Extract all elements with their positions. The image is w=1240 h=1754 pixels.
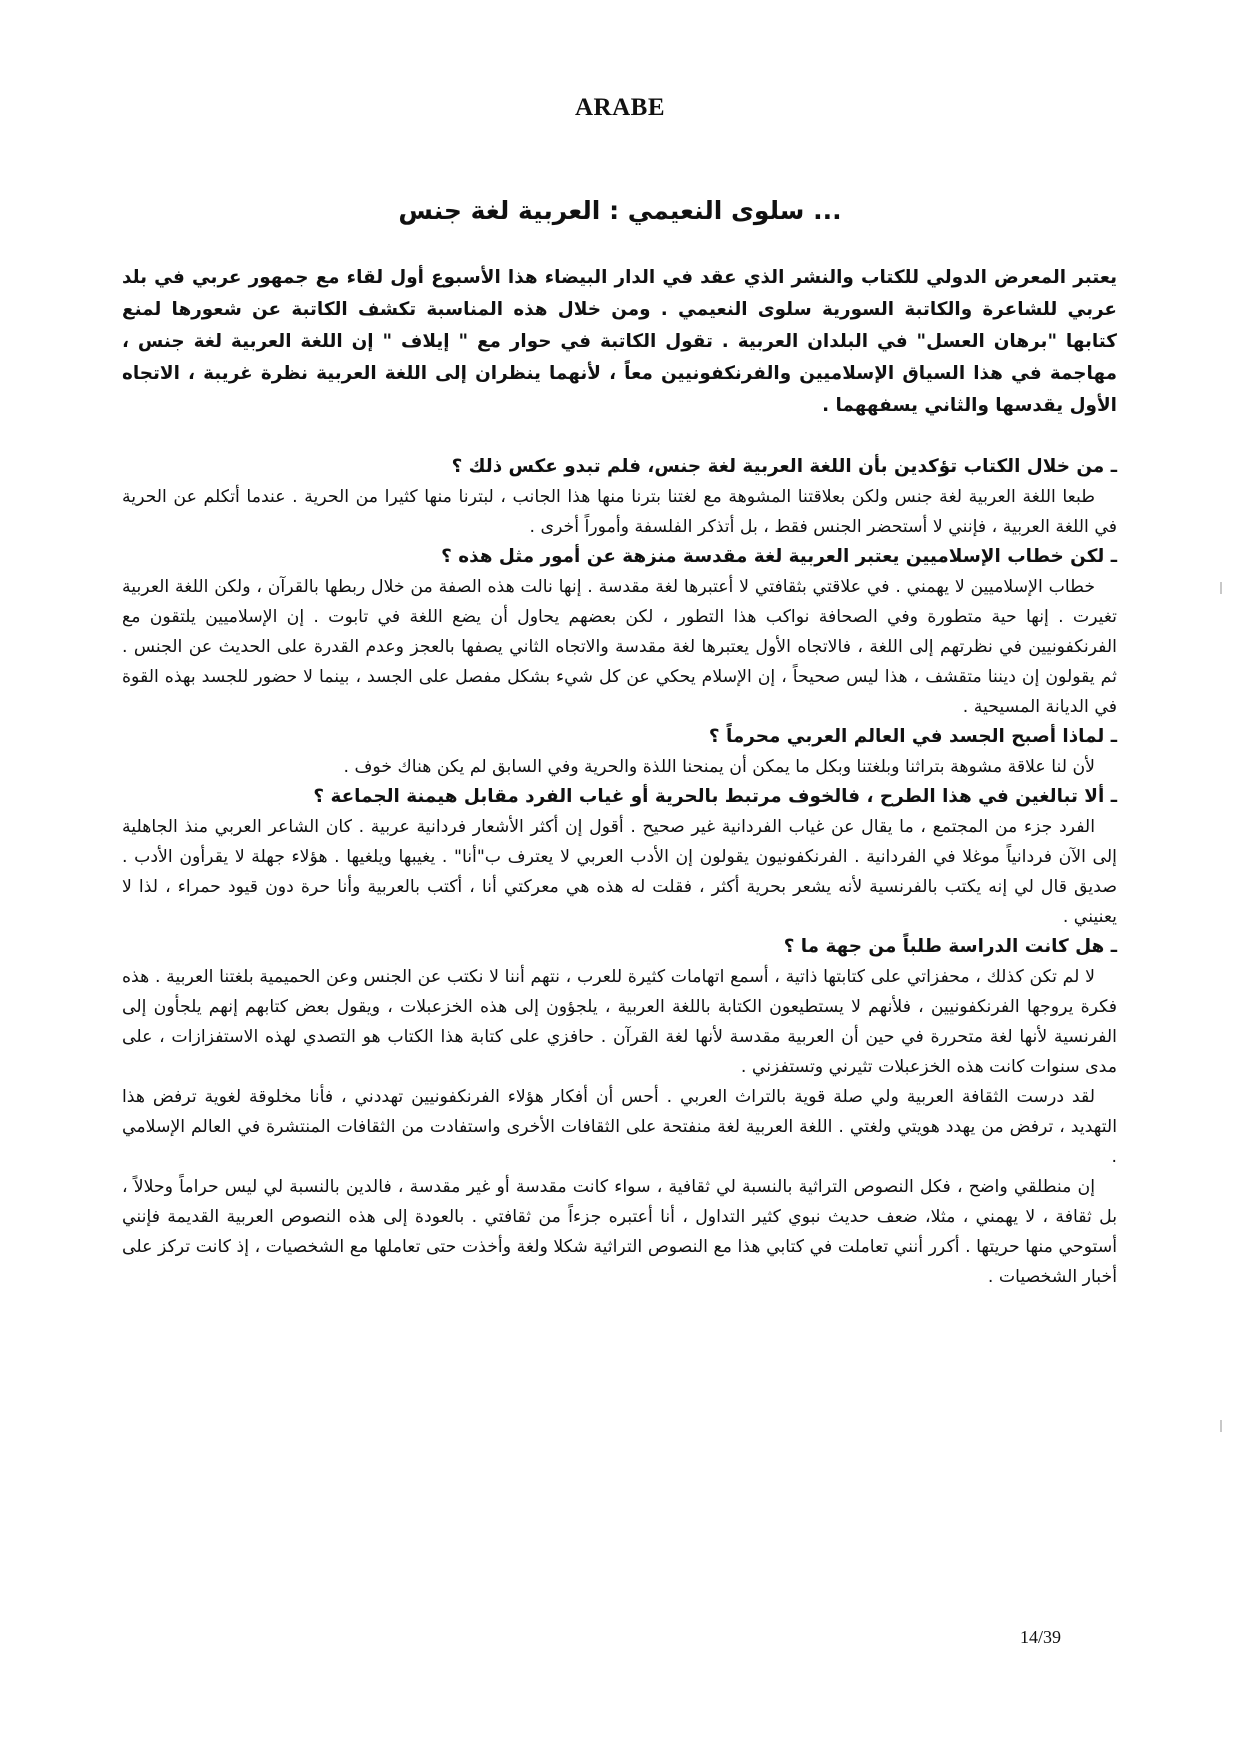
answer: طبعا اللغة العربية لغة جنس ولكن بعلاقتنا المشوهة مع لغتنا بترنا منها هذا الجانب ، لبترنا منها كثيرا من الحرية . عندما أتكلم عن الحرية في اللغة العربية ، فإنني لا أستحضر الجنس فقط ، بل أتذكر الفلسفة وأموراً أخرى .: [122, 487, 1117, 537]
margin-mark: [1220, 1420, 1222, 1432]
page-header: ARABE: [574, 94, 665, 121]
intro-paragraph: يعتبر المعرض الدولي للكتاب والنشر الذي عقد في الدار البيضاء هذا الأسبوع أول لقاء مع جمهور عربي في بلد عربي للشاعرة والكاتبة السورية سلوى النعيمي . ومن خلال هذه المناسبة تكشف الكاتبة عن شعورها لمنع كتابها "برهان العسل" في البلدان العربية . تقول الكاتبة في حوار مع " إيلاف " إن اللغة العربية لغة جنس ، مهاجمة في هذا السياق الإسلاميين والفرنكفونيين معاً ، لأنهما ينظران إلى اللغة العربية نظرة غريبة ، الاتجاه الأول يقدسها والثاني يسفههما .: [122, 267, 1117, 416]
page-number: 14/39: [1020, 1627, 1062, 1647]
answer: الفرد جزء من المجتمع ، ما يقال عن غياب الفردانية غير صحيح . أقول إن أكثر الأشعار فردانية عربية . كان الشاعر العربي منذ الجاهلية إلى الآن فردانياً موغلا في الفردانية . الفرنكفونيون يقولون إن الأدب العربي لا يعترف ب"أنا" . يغيبها ويلغيها . هؤلاء جهلة لا يقرأون الأدب . صديق قال لي إنه يكتب بالفرنسية لأنه يشعر بحرية أكثر ، فقلت له هذه هي معركتي أنا ، أكتب بالعربية وأنا حرة دون قيود حمراء ، لذا لا يعنيني .: [122, 817, 1117, 927]
article-title: سلوى النعيمي : العربية لغة جنس ...: [398, 196, 842, 225]
interview: [122, 452, 1117, 1292]
question: ـ ألا تبالغين في هذا الطرح ، فالخوف مرتبط بالحرية أو غياب الفرد مقابل هيمنة الجماعة ؟: [313, 786, 1117, 807]
margin-mark: [1220, 582, 1222, 594]
question: ـ لكن خطاب الإسلاميين يعتبر العربية لغة مقدسة منزهة عن أمور مثل هذه ؟: [441, 546, 1117, 567]
article-body: [122, 262, 1117, 1292]
answer: خطاب الإسلاميين لا يهمني . في علاقتي بثقافتي لا أعتبرها لغة مقدسة . إنها نالت هذه الصفة من خلال ربطها بالقرآن ، ولكن اللغة العربية تغيرت . إنها حية متطورة وفي الصحافة نواكب هذا التطور ، لكن بعضهم يحاول أن يضع اللغة في تابوت . إن الإسلاميين يلتقون مع الفرنكفونيين في نظرتهم إلى اللغة ، فالاتجاه الأول يعتبرها لغة مقدسة والاتجاه الثاني يصفها بالعجز وعدم القدرة على الحديث عن الجنس . ثم يقولون إن ديننا متقشف ، هذا ليس صحيحاً ، إن الإسلام يحكي عن كل شيء بشكل مفصل على الجسد ، بينما لا حضور للجسد بهذه القوة في الديانة المسيحية .: [122, 577, 1117, 717]
question: ـ لماذا أصبح الجسد في العالم العربي محرماً ؟: [708, 726, 1117, 747]
question: ـ من خلال الكتاب تؤكدين بأن اللغة العربية لغة جنس، فلم تبدو عكس ذلك ؟: [451, 456, 1117, 477]
question: ـ هل كانت الدراسة طلباً من جهة ما ؟: [783, 936, 1117, 957]
answer: لا لم تكن كذلك ، محفزاتي على كتابتها ذاتية ، أسمع اتهامات كثيرة للعرب ، نتهم أننا لا نكتب عن الجنس وعن الحميمية بلغتنا العربية . هذه فكرة يروجها الفرنكفونيين ، فلأنهم لا يستطيعون الكتابة باللغة العربية ، يلجؤون إلى هذه الخزعبلات ، ويقول بعض كتابهم إنهم يلجأون إلى الفرنسية لأنها لغة متحررة في حين أن العربية مقدسة لأنها لغة القرآن . حافزي على كتابة هذا الكتاب هو التصدي لهذه الاستفزازات ، على مدى سنوات كانت هذه الخزعبلات تثيرني وتستفزني .: [122, 967, 1117, 1077]
answer-continued: لقد درست الثقافة العربية ولي صلة قوية بالتراث العربي . أحس أن أفكار هؤلاء الفرنكفونيين تهددني ، فأنا مخلوقة لغوية ترفض هذا التهديد ، ترفض من يهدد هويتي ولغتي . اللغة العربية لغة منفتحة على الثقافات الأخرى واستفادت من الثقافات المنتشرة في العالم الإسلامي .: [122, 1087, 1117, 1167]
answer: لأن لنا علاقة مشوهة بتراثنا وبلغتنا وبكل ما يمكن أن يمنحنا اللذة والحرية وفي السابق لم يكن هناك خوف .: [343, 757, 1095, 777]
answer-continued: إن منطلقي واضح ، فكل النصوص التراثية بالنسبة لي ثقافية ، سواء كانت مقدسة أو غير مقدسة ، فالدين بالنسبة لي ليس حراماً وحلالاً ، بل ثقافة ، لا يهمني ، مثلا، ضعف حديث نبوي كثير التداول ، أنا أعتبره جزءاً من ثقافتي . بالعودة إلى هذه النصوص العربية القديمة فإنني أستوحي منها حريتها . أكرر أنني تعاملت في كتابي هذا مع النصوص التراثية شكلا ولغة وأخذت حتى تعاملها مع الشخصيات ، إذ كانت تركز على أخبار الشخصيات .: [122, 1177, 1117, 1287]
